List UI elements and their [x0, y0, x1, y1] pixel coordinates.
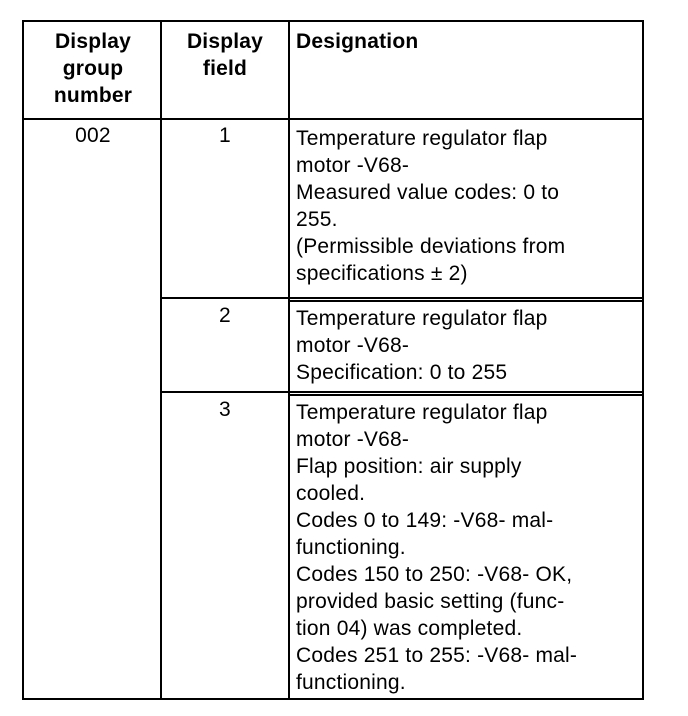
- group-number-cell: 002: [75, 124, 111, 147]
- header-field-line-1: Display: [186, 30, 264, 53]
- designation-row-3: [296, 399, 577, 696]
- row-divider-3: [160, 391, 642, 393]
- designation-line: Codes 0 to 149: -V68- mal-: [296, 509, 554, 532]
- column-divider-2: [288, 22, 290, 698]
- header-field-line-2: field: [202, 57, 248, 80]
- header-display-field: [162, 28, 288, 82]
- designation-line: Temperature regulator flap: [296, 127, 548, 150]
- header-group-line-1: Display: [54, 30, 132, 53]
- designation-line: (Permissible deviations from: [296, 235, 566, 258]
- field-number-row-1: 1: [219, 124, 231, 147]
- field-number-row-3: 3: [219, 398, 231, 421]
- designation-line: 255.: [296, 208, 338, 231]
- designation-line: provided basic setting (func-: [296, 590, 565, 613]
- designation-row-2: [296, 305, 548, 386]
- designation-line: Measured value codes: 0 to: [296, 181, 560, 204]
- designation-line: motor -V68-: [296, 334, 410, 357]
- designation-row-1: [296, 125, 565, 287]
- header-divider: [24, 118, 642, 120]
- row-divider-1: [160, 297, 642, 299]
- designation-line: Codes 150 to 250: -V68- OK,: [296, 563, 573, 586]
- row-divider-4: [288, 394, 642, 396]
- designation-line: motor -V68-: [296, 428, 410, 451]
- designation-line: functioning.: [296, 671, 406, 694]
- designation-line: Flap position: air supply: [296, 455, 522, 478]
- designation-line: cooled.: [296, 482, 366, 505]
- designation-line: Specification: 0 to 255: [296, 361, 508, 384]
- header-designation: Designation: [296, 30, 419, 53]
- designation-line: Codes 251 to 255: -V68- mal-: [296, 644, 578, 667]
- measured-value-table: [22, 20, 644, 700]
- field-number-row-2: 2: [219, 304, 231, 327]
- designation-line: specifications ± 2): [296, 262, 468, 285]
- header-display-group-number: [26, 28, 160, 109]
- designation-line: Temperature regulator flap: [296, 401, 548, 424]
- designation-line: Temperature regulator flap: [296, 307, 548, 330]
- header-group-line-3: number: [53, 84, 133, 107]
- row-divider-2: [288, 300, 642, 302]
- header-group-line-2: group: [62, 57, 124, 80]
- designation-line: functioning.: [296, 536, 406, 559]
- designation-line: tion 04) was completed.: [296, 617, 523, 640]
- designation-line: motor -V68-: [296, 154, 410, 177]
